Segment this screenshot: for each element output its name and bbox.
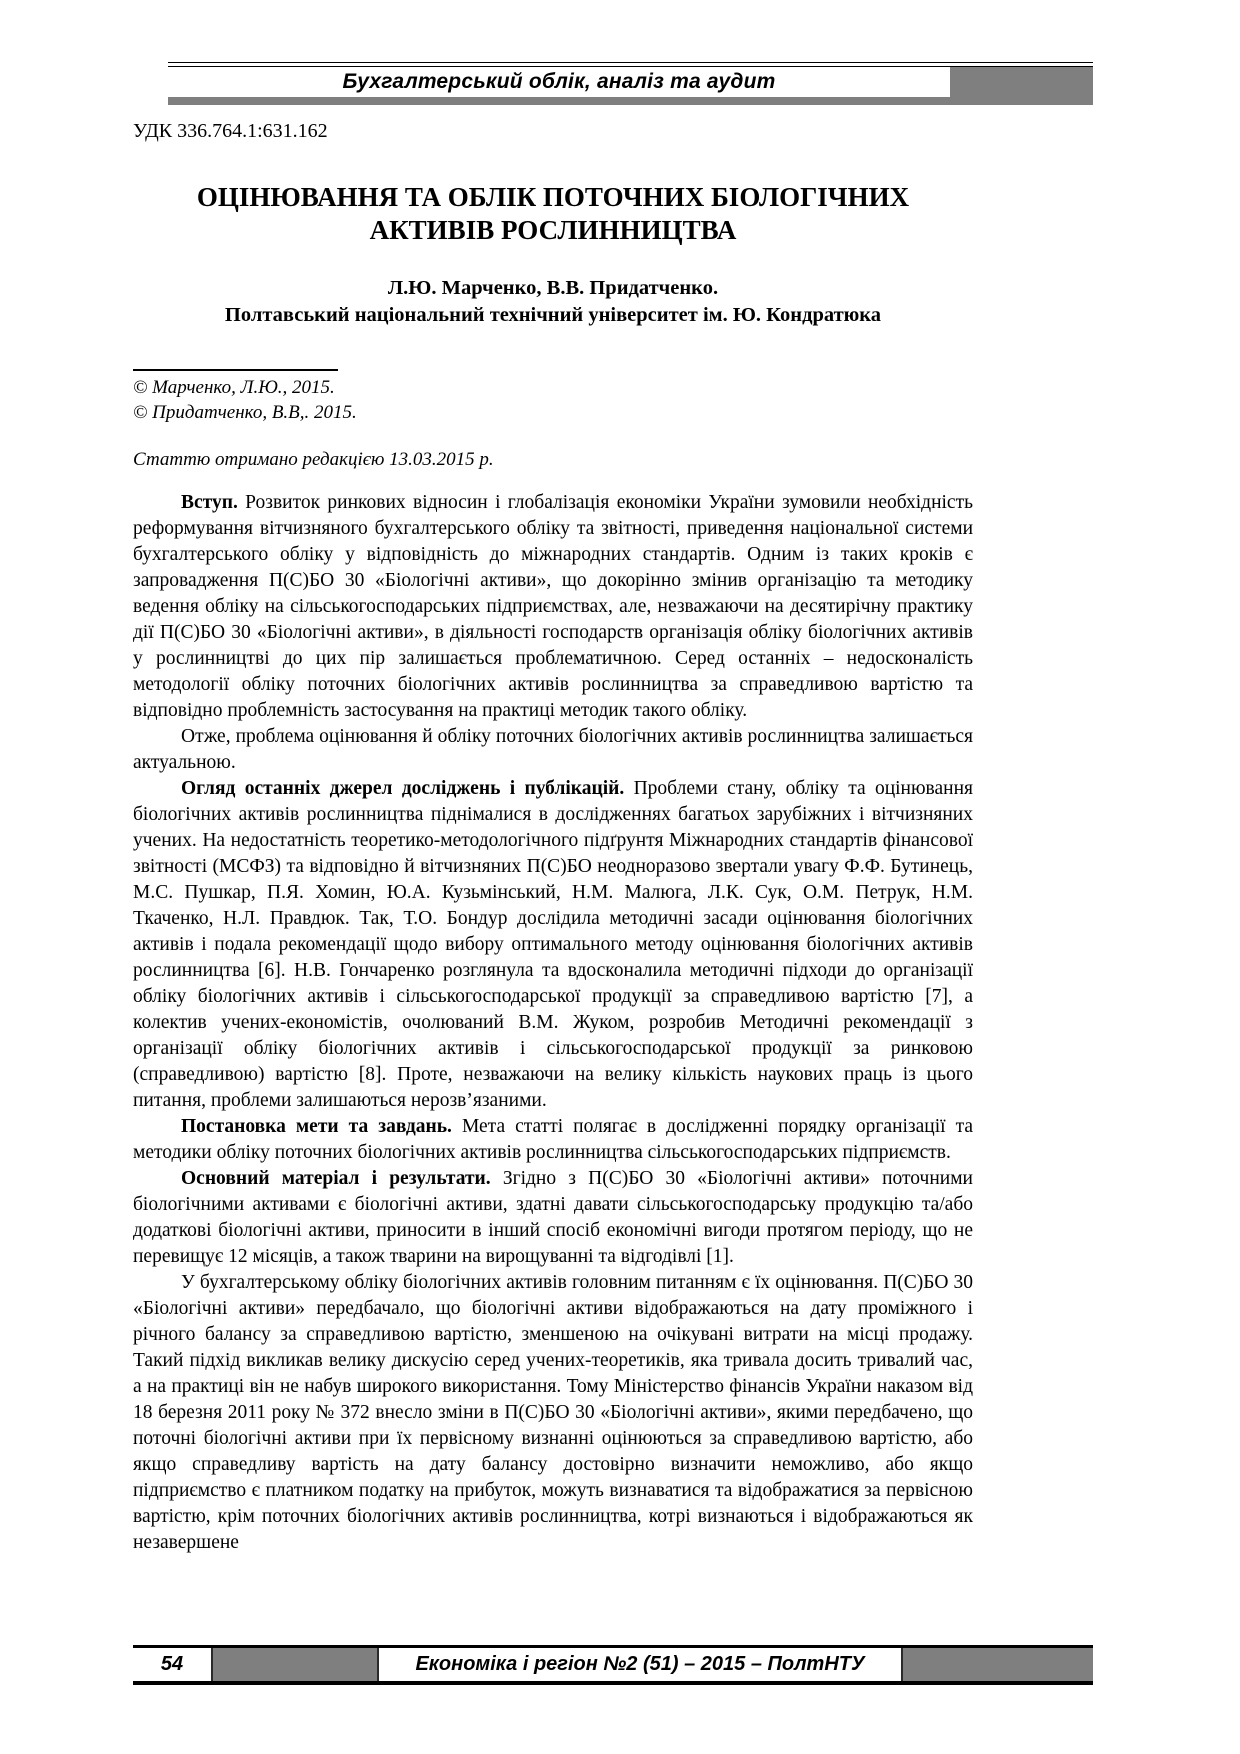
paragraph-lead: Вступ. xyxy=(181,492,238,513)
footer-gray-box-left xyxy=(211,1648,377,1681)
copyright-line-1: © Марченко, Л.Ю., 2015. xyxy=(133,377,335,398)
received-date-note: Статтю отримано редакцією 13.03.2015 р. xyxy=(133,449,494,470)
paragraph-literature-review xyxy=(133,776,973,1114)
paragraph-text: Згідно з П(С)БО 30 «Біологічні активи» поточними біологічними активами є біологічні активи, здатні давати сільськогосподарську продукцію та/або додаткові біологічні активи, приносити в інший спосіб економічні вигоди протягом періоду, що не перевищує 12 місяців, а також тварини на вирощуванні та відгодівлі [1]. xyxy=(133,1168,973,1267)
paragraph-intro xyxy=(133,490,973,724)
article-content xyxy=(133,0,973,1556)
paragraph xyxy=(133,1270,973,1556)
paragraph-text: У бухгалтерському обліку біологічних активів головним питанням є їх оцінювання. П(С)БО 30 «Біологічні активи» передбачало, що біологічні активи відображаються на дату проміжного і річного балансу за справедливою вартістю, зменшеною на очікувані витрати на місці продажу. Такий підхід викликав велику дискусію серед учених-теоретиків, яка тривала досить тривалий час, а на практиці він не набув широкого використання. Тому Міністерство фінансів України наказом від 18 березня 2011 року № 372 внесло зміни в П(С)БО 30 «Біологічні активи», якими передбачено, що поточні біологічні активи при їх первісному визнанні оцінюються за справедливою вартістю, або якщо справедливу вартість на дату балансу достовірно визначити неможливо, або якщо підприємство є платником податку на прибуток, можуть визнаватися та відображатися за первісною вартістю, крім поточних біологічних активів рослинництва, котрі визнаються і відображаються як незавершене xyxy=(133,1272,973,1553)
paragraph-lead: Огляд останніх джерел досліджень і публікацій. xyxy=(181,778,625,799)
paragraph xyxy=(133,724,973,776)
article-authors: Л.Ю. Марченко, В.В. Придатченко. xyxy=(387,277,719,299)
paragraph-goal xyxy=(133,1114,973,1166)
running-head-title: Бухгалтерський облік, аналіз та аудит xyxy=(342,70,776,93)
footer-journal-title: Економіка і регіон №2 (51) – 2015 – ПолтНТУ xyxy=(377,1648,901,1681)
paragraph-lead: Постановка мети та завдань. xyxy=(181,1116,452,1137)
paragraph-text: Отже, проблема оцінювання й обліку поточних біологічних активів рослинництва залишається актуальною. xyxy=(133,726,973,773)
paragraph-text: Мета статті полягає в дослідженні порядку організації та методики обліку поточних біологічних активів рослинництва сільськогосподарських підприємств. xyxy=(133,1116,973,1163)
paragraph-text: Проблеми стану, обліку та оцінювання біологічних активів рослинництва піднімалися в дослідженнях багатьох зарубіжних і вітчизняних учених. На недостатність теоретико-методологічного підґрунтя Міжнародних стандартів фінансової звітності (МСФЗ) та відповідно й вітчизняних П(С)БО неодноразово звертали увагу Ф.Ф. Бутинець, М.С. Пушкар, П.Я. Хомин, Ю.А. Кузьмінський, Н.М. Малюга, Л.К. Сук, О.М. Петрук, Н.М. Ткаченко, Н.Л. Правдюк. Так, Т.О. Бондур дослідила методичні засади оцінювання біологічних активів і подала рекомендації щодо вибору оптимального методу оцінювання біологічних активів рослинництва [6]. Н.В. Гончаренко розглянула та вдосконалила методичні підходи до організації обліку біологічних активів і сільськогосподарської продукції за справедливою вартістю [7], а колектив учених-економістів, очолюваний В.М. Жуком, розробив Методичні рекомендації з організації обліку біологічних активів і сільськогосподарської продукції за ринковою (справедливою) вартістю [8]. Проте, незважаючи на велику кількість наукових праць із цього питання, проблеми залишаються нерозв’язаними. xyxy=(133,778,973,1111)
page-footer xyxy=(133,1645,1093,1685)
article-body xyxy=(133,490,973,1556)
article-title-line2: АКТИВІВ РОСЛИННИЦТВА xyxy=(369,215,737,245)
copyright-line-2: © Придатченко, В.В,. 2015. xyxy=(133,402,357,423)
paragraph-lead: Основний матеріал і результати. xyxy=(181,1168,491,1189)
footer-gray-box-right xyxy=(901,1648,1093,1681)
copyright-separator-rule xyxy=(133,369,338,371)
paragraph-main-material xyxy=(133,1166,973,1270)
article-title-line1: ОЦІНЮВАННЯ ТА ОБЛІК ПОТОЧНИХ БІОЛОГІЧНИХ xyxy=(196,182,910,212)
paragraph-text: Розвиток ринкових відносин і глобалізація економіки України зумовили необхідність реформування вітчизняного бухгалтерського обліку та звітності, приведення національної системи бухгалтерського обліку у відповідність до міжнародних стандартів. Одним із таких кроків є запровадження П(С)БО 30 «Біологічні активи», що докорінно змінив організацію та методику ведення обліку на сільськогосподарських підприємствах, але, незважаючи на десятирічну практику дії П(С)БО 30 «Біологічні активи», в діяльності господарств організація обліку біологічних активів у рослинництві до цих пір залишається проблематичною. Серед останніх – недосконалість методології обліку поточних біологічних активів рослинництва за справедливою вартістю та відповідно проблемність застосування на практиці методик такого обліку. xyxy=(133,492,973,721)
article-title xyxy=(133,181,973,247)
article-affiliation: Полтавський національний технічний університет ім. Ю. Кондратюка xyxy=(224,304,882,326)
udc-code: УДК 336.764.1:631.162 xyxy=(133,120,328,142)
page-number: 54 xyxy=(133,1648,211,1681)
